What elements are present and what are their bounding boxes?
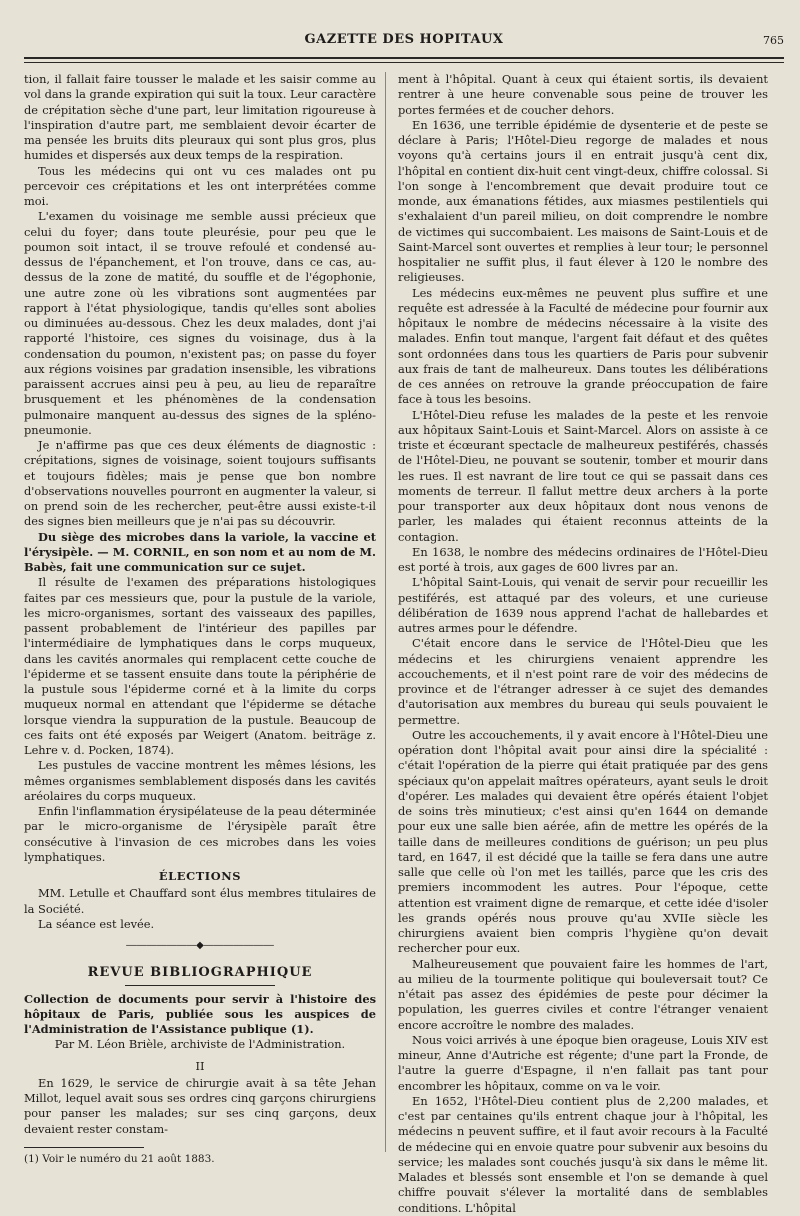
page-header — [24, 30, 784, 52]
paragraph: Malheureusement que pouvaient faire les hommes de l'art, au milieu de la tourmente politique qui bouleversait tout? Ce n'était pas assez des épidémies de peste pour décimer la population, les guerres civiles et contre l'étranger venaient encore accroître le nombre des malades. — [398, 956, 768, 1032]
footnote-rule — [24, 1147, 144, 1148]
paragraph: En 1636, une terrible épidémie de dysenterie et de peste se déclare à Paris; l'Hôtel-Dieu regorge de malades et nous voyons qu'à certains jours il en entrait jusqu'à cent dix, l'hôpital en contient dix-huit cent vingt-deux, chiffre colossal. Si l'on songe à l'encombrement que devait produire tout ce monde, aux émanations fétides, aux miasmes pestilentiels qui s'exhalaient d'un pareil milieu, on doit comprendre le nombre de victimes qui succombaient. Les maisons de Saint-Louis et de Saint-Marcel sont ouvertes et remplies à leur tour; le personnel hospitalier ne suffit plus, il faut élever à 120 le nombre des religieuses. — [398, 117, 768, 285]
paragraph: L'hôpital Saint-Louis, qui venait de servir pour recueillir les pestiférés, est attaqué par des voleurs, et une curieuse délibération de 1639 nous apprend l'achat de hallebardes et autres armes pour le défendre. — [398, 575, 768, 635]
paragraph: tion, il fallait faire tousser le malade et les saisir comme au vol dans la grande expiration qui suit la toux. Leur caractère de crépitation sèche d'une part, leur limitation rigoureuse à l'inspiration d'autre part, me semblaient devoir écarter de ma pensée les bruits dits pleuraux qui sont plus gros, plus humides et dispersés aux deux temps de la respiration. — [24, 72, 376, 163]
section-numeral: II — [195, 1058, 205, 1073]
heading-underline — [125, 985, 275, 986]
page-number: 765 — [763, 34, 784, 47]
footnote: (1) Voir le numéro du 21 août 1883. — [24, 1152, 215, 1165]
header-rule-thick — [24, 57, 784, 59]
communication-heading: Du siège des microbes dans la variole, la vaccine et l'érysipèle. — M. CORNIL, en son nom et au nom de M. Babès, fait une communication sur ce sujet. — [24, 529, 376, 574]
ornamental-rule: ―――――――◆――――――― — [126, 940, 274, 951]
paragraph: Enfin l'inflammation érysipélateuse de la peau déterminée par le micro-organisme de l'érysipèle paraît être consécutive à l'invasion de ces microbes dans les voies lymphatiques. — [24, 804, 376, 864]
right-column — [398, 72, 768, 1216]
book-author: Par M. Léon Brièle, archiviste de l'Administration. — [54, 1037, 346, 1052]
paragraph: L'examen du voisinage me semble aussi précieux que celui du foyer; dans toute pleurésie, pour peu que le poumon soit intact, il se trouve refoulé et condensé au-dessus de l'épanchement, et l'on trouve, dans ce cas, au-dessus de la zone de matité, du souffle et de l'égophonie, une autre zone où les vibrations sont augmentées par rapport à l'état physiologique, tandis qu'elles sont abolies ou diminuées au-dessous. Chez les deux malades, dont j'ai rapporté l'histoire, ces signes du voisinage, dus à la condensation du poumon, n'existent pas; on passe du foyer aux régions voisines par gradation insensible, les vibrations paraissent accrues ainsi peu à peu, au lieu de reparaître brusquement et les phénomènes de la condensation pulmonaire manquent au-dessus des signes de la spléno-pneumonie. — [24, 209, 376, 437]
paragraph: Il résulte de l'examen des préparations histologiques faites par ces messieurs que, pour la pustule de la variole, les micro-organismes, sortant des vaisseaux des papilles, passent probablement de l'intérieur des papilles par l'intermédiaire de lymphatiques dans le corps muqueux, dans les cavités anormales qui remplacent cette couche de l'épiderme et se tassent ensuite dans toute la périphérie de la pustule sous l'épiderme corné et à la limite du corps muqueux normal en attendant que l'épiderme se détache lorsque viendra la suppuration de la pustule. Beaucoup de ces faits ont été exposés par Weigert (Anatom. beiträge z. Lehre v. d. Pocken, 1874). — [24, 575, 376, 757]
paragraph: En 1638, le nombre des médecins ordinaires de l'Hôtel-Dieu est porté à trois, aux gages de 600 livres par an. — [398, 544, 768, 574]
paragraph: Nous voici arrivés à une époque bien orageuse, Louis XIV est mineur, Anne d'Autriche est régente; d'une part la Fronde, de l'autre la guerre d'Espagne, il n'en fallait pas tant pour encombrer les hôpitaux, comme on va le voir. — [398, 1032, 768, 1093]
left-column — [24, 72, 376, 1167]
elections-heading: ÉLECTIONS — [158, 869, 242, 883]
journal-title: GAZETTE DES HOPITAUX — [304, 32, 504, 47]
paragraph: ment à l'hôpital. Quant à ceux qui étaient sortis, ils devaient rentrer à une heure convenable sous peine de trouver les portes fermées et de coucher dehors. — [398, 72, 768, 117]
paragraph: En 1629, le service de chirurgie avait à sa tête Jehan Millot, lequel avait sous ses ordres cinq garçons chirurgiens pour panser les malades; sur ses cinq garçons, deux devaient rester constam- — [24, 1075, 376, 1136]
paragraph: Les pustules de vaccine montrent les mêmes lésions, les mêmes organismes semblablement disposés dans les cavités aréolaires du corps muqueux. — [24, 758, 376, 803]
revue-heading: REVUE BIBLIOGRAPHIQUE — [87, 965, 313, 981]
paragraph: Je n'affirme pas que ces deux éléments de diagnostic : crépitations, signes de voisinage, soient toujours suffisants et toujours fidèles; mais je pense que bon nombre d'observations nouvelles pourront en augmenter la valeur, si on prend soin de les rechercher, peut-être aussi existe-t-il des signes bien meilleurs que je n'ai pas su découvrir. — [24, 438, 376, 529]
header-rule-thin — [24, 62, 784, 63]
paragraph: Les médecins eux-mêmes ne peuvent plus suffire et une requête est adressée à la Faculté de médecine pour fournir aux hôpitaux le nombre de médecins nécessaire à la visite des malades. Enfin tout manque, l'argent fait défaut et des quêtes sont ordonnées dans tous les quartiers de Paris pour subvenir aux frais de tant de malheureux. Dans toutes les délibérations de ces années on retrouve la grande préoccupation de faire face à tous les besoins. — [398, 285, 768, 407]
paragraph: L'Hôtel-Dieu refuse les malades de la peste et les renvoie aux hôpitaux Saint-Louis et Saint-Marcel. Alors on assiste à ce triste et écœurant spectacle de malheureux pestiférés, chassés de l'Hôtel-Dieu, ne pouvant se soutenir, tomber et mourir dans les rues. Il est navrant de lire tout ce qui se passait dans ces moments de terreur. Il fallut mettre deux archers à la porte pour transporter aux deux hôpitaux dont nous venons de parler, les malades qui étaient reconnus atteints de la contagion. — [398, 407, 768, 544]
paragraph: Outre les accouchements, il y avait encore à l'Hôtel-Dieu une opération dont l'hôpital avait pour ainsi dire la spécialité : c'était l'opération de la pierre qui était pratiquée par des gens spéciaux qu'on appelait maîtres opérateurs, ayant seuls le droit d'opérer. Les malades qui devaient être opérés étaient l'objet de soins très minutieux; c'est ainsi qu'en 1644 on demande pour eux une salle bien aérée, afin de mettre les opérés de la taille dans de meilleures conditions de guérison; un peu plus tard, en 1647, il est décidé que la taille se fera dans une autre salle que celle où l'on met les taillés, parce que les cris des premiers incommodent les autres. Pour l'époque, cette attention est vraiment digne de remarque, et cette idée d'isoler les grands opérés nous prouve qu'au XVIIe siècle les chirurgiens avaient bien compris l'hygiène qu'on devait rechercher pour eux. — [398, 727, 768, 956]
paragraph: En 1652, l'Hôtel-Dieu contient plus de 2,200 malades, et c'est par centaines qu'ils entrent chaque jour à l'hôpital, les médecins n peuvent suffire, et il faut avoir recours à la Faculté de médecine qui en envoie quatre pour subvenir aux besoins du service; les malades sont couchés jusqu'à six dans le même lit. Malades et blessés sont ensemble et l'on se demande à quel chiffre pouvait s'élever la mortalité dans de semblables conditions. L'hôpital — [398, 1093, 768, 1215]
paragraph: C'était encore dans le service de l'Hôtel-Dieu que les médecins et les chirurgiens venaient apprendre les accouchements, et il n'est point rare de voir des médecins de province et de l'étranger adresser à ce sujet des demandes d'autorisation aux membres du bureau qui seuls pouvaient le permettre. — [398, 636, 768, 727]
book-title: Collection de documents pour servir à l'histoire des hôpitaux de Paris, publiée sous les auspices de l'Administration de l'Assistance publique (1). — [24, 991, 376, 1036]
paragraph: La séance est levée. — [38, 916, 155, 931]
paragraph: Tous les médecins qui ont vu ces malades ont pu percevoir ces crépitations et les ont interprétées comme moi. — [24, 163, 376, 208]
column-divider — [385, 72, 386, 1152]
paragraph: MM. Letulle et Chauffard sont élus membres titulaires de la Société. — [24, 886, 376, 916]
